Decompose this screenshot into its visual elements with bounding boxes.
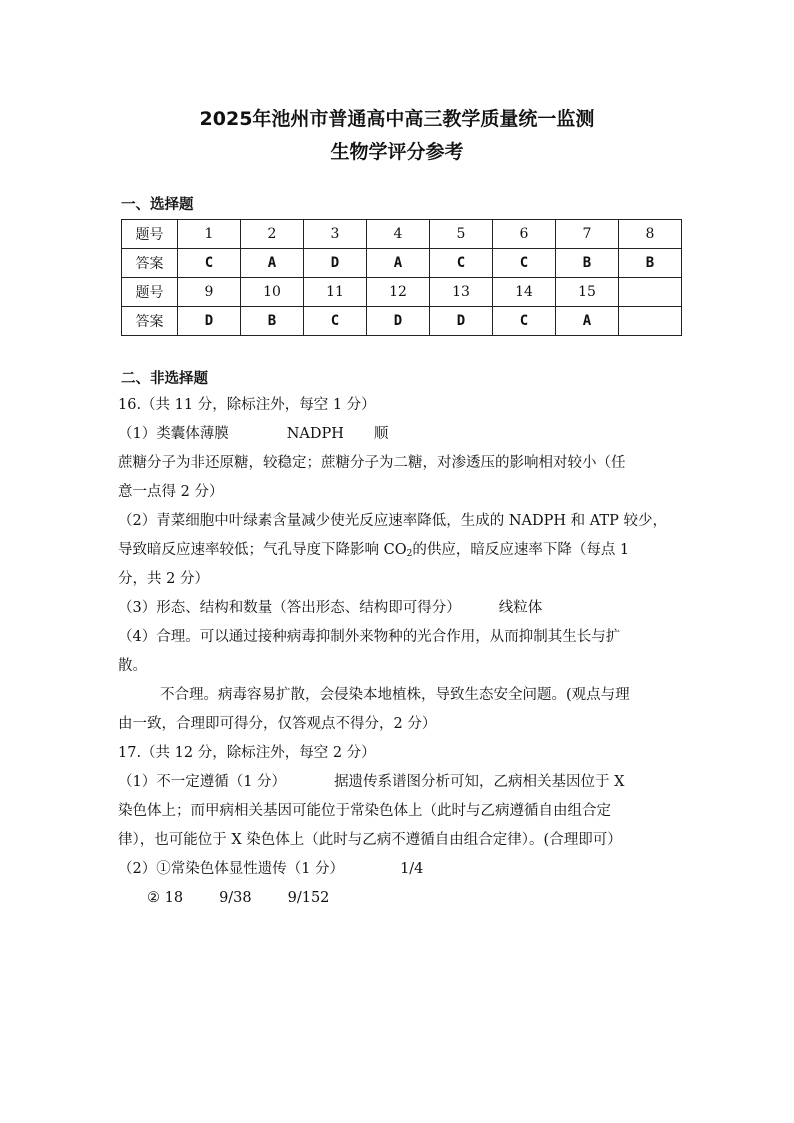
page-subtitle: 生物学评分参考 [330,141,464,163]
answer-cell: C [178,249,241,278]
table-cell: 3 [304,220,367,249]
table-cell: 12 [367,278,430,307]
answer-cell: C [304,307,367,336]
section-heading-choice: 一、选择题 [121,197,194,213]
answer-cell: D [178,307,241,336]
table-cell: 10 [241,278,304,307]
table-cell: 9 [178,278,241,307]
row-label: 题号 [122,278,178,307]
q16-p1-answer-a: （1）类囊体薄膜 [118,426,229,442]
table-cell: 6 [493,220,556,249]
table-cell: 5 [430,220,493,249]
q17-p2-answer-b: 1/4 [400,861,424,877]
q16-p1-line-d: 蔗糖分子为非还原糖，较稳定；蔗糖分子为二糖，对渗透压的影响相对较小（任 [118,455,626,471]
table-row [122,249,682,278]
q17-p1-line-d: 律），也可能位于 X 染色体上（此时与乙病不遵循自由组合定律）。(合理即可） [118,832,622,848]
answer-table [121,219,682,336]
q17-p3-answer-a: ② 18 [147,890,184,906]
q17-intro: 17.（共 12 分，除标注外，每空 2 分） [118,745,376,761]
q16-part3 [118,598,678,618]
page-title: 2025年池州市普通高中高三教学质量统一监测 [199,108,595,130]
q16-part1 [118,424,678,444]
table-row [122,278,682,307]
q17-p1-answer-a: （1）不一定遵循（1 分） [118,774,287,790]
answer-cell: A [556,307,619,336]
answer-cell: C [493,249,556,278]
q16-p2-line-a: （2）青菜细胞中叶绿素含量减少使光反应速率降低，生成的 NADPH 和 ATP 较少， [118,513,667,529]
co2-subscript: 2 [406,549,413,559]
table-cell: 2 [241,220,304,249]
q17-part1 [118,772,678,792]
table-cell: 8 [619,220,682,249]
row-label: 答案 [122,307,178,336]
q16-p3-answer-b: 线粒体 [498,600,543,616]
answer-cell: A [241,249,304,278]
answer-cell [619,307,682,336]
answer-cell: A [367,249,430,278]
q16-p2-line-b [118,540,678,564]
q16-p2-text-1: 导致暗反应速率较低；气孔导度下降影响 CO [118,542,407,558]
table-row [122,220,682,249]
answer-cell: B [619,249,682,278]
q17-part2 [118,859,678,879]
answer-cell: C [493,307,556,336]
row-label: 答案 [122,249,178,278]
q17-part3 [147,888,707,908]
q16-p4-line-c: 不合理。病毒容易扩散，会侵染本地植株，导致生态安全问题。(观点与理 [160,687,630,703]
table-cell: 4 [367,220,430,249]
q17-p3-answer-c: 9/152 [287,890,330,906]
answer-cell: D [430,307,493,336]
q16-p4-line-b: 散。 [118,658,147,674]
q16-p3-answer-a: （3）形态、结构和数量（答出形态、结构即可得分） [118,600,461,616]
table-cell: 13 [430,278,493,307]
q16-p2-line-c: 分，共 2 分） [118,571,209,587]
q16-p4-line-a: （4）合理。可以通过接种病毒抑制外来物种的光合作用，从而抑制其生长与扩 [118,629,621,645]
q16-p1-line-e: 意一点得 2 分） [118,484,224,500]
table-cell: 7 [556,220,619,249]
answer-cell: B [241,307,304,336]
q16-p4-line-d: 由一致，合理即可得分，仅答观点不得分，2 分） [118,716,437,732]
table-cell [619,278,682,307]
q16-p1-answer-c: 顺 [373,426,389,442]
q17-p2-answer-a: （2）①常染色体显性遗传（1 分） [118,861,345,877]
table-cell: 14 [493,278,556,307]
q17-p1-line-c: 染色体上；而甲病相关基因可能位于常染色体上（此时与乙病遵循自由组合定 [118,803,611,819]
q16-p2-text-2: 的供应，暗反应速率下降（每点 1 [412,542,630,558]
section-heading-nonchoice: 二、非选择题 [121,371,208,387]
row-label: 题号 [122,220,178,249]
q17-p3-answer-b: 9/38 [219,890,252,906]
q16-intro: 16.（共 11 分，除标注外，每空 1 分） [118,397,376,413]
answer-cell: D [304,249,367,278]
table-cell: 15 [556,278,619,307]
table-cell: 11 [304,278,367,307]
answer-cell: D [367,307,430,336]
q17-p1-answer-b: 据遗传系谱图分析可知，乙病相关基因位于 X [334,774,625,790]
table-cell: 1 [178,220,241,249]
answer-cell: B [556,249,619,278]
table-row [122,307,682,336]
answer-cell: C [430,249,493,278]
q16-p1-answer-b: NADPH [286,426,344,442]
